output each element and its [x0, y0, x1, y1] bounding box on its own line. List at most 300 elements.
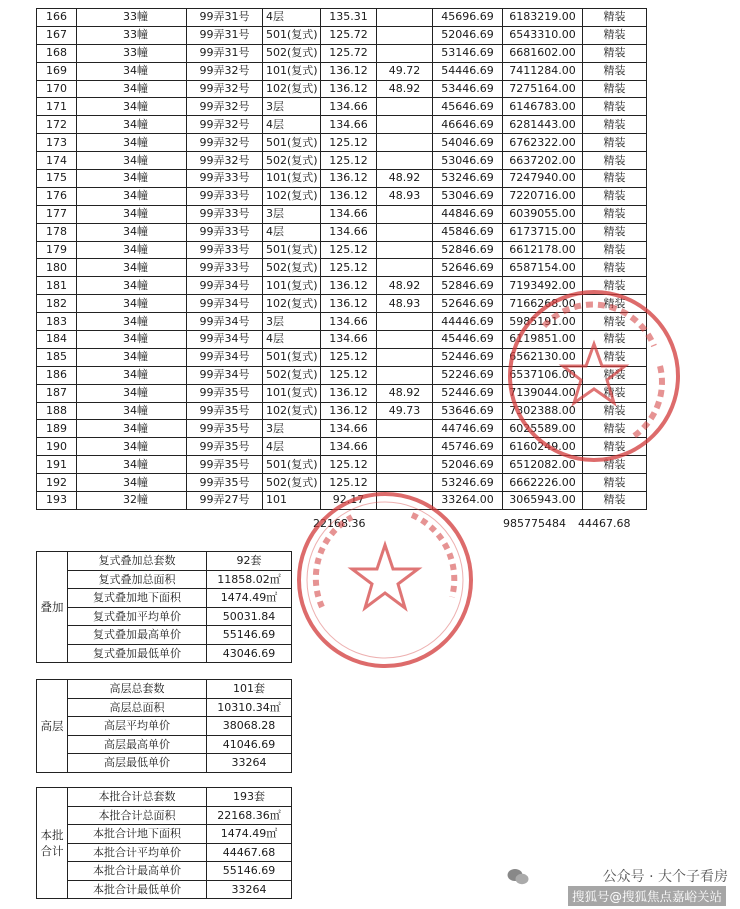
cell-basement-area: [377, 223, 433, 241]
table-row: [37, 62, 647, 80]
cell-row-number: 172: [37, 116, 77, 134]
cell-address: 99弄32号: [187, 98, 263, 116]
summary-row: [37, 862, 292, 881]
cell-unit: 102(复式): [263, 80, 321, 98]
summary-value: 44467.68: [207, 843, 292, 862]
cell-row-number: 185: [37, 348, 77, 366]
cell-unit: 101: [263, 492, 321, 510]
cell-basement-area: [377, 152, 433, 170]
cell-total-price: 6537106.00: [503, 366, 583, 384]
cell-unit-price: 52246.69: [433, 366, 503, 384]
cell-finish: 精装: [583, 313, 647, 331]
cell-finish: 精装: [583, 492, 647, 510]
cell-area: 136.12: [321, 170, 377, 188]
cell-building: 34幢: [77, 259, 187, 277]
summary-block-highrise: [36, 679, 292, 773]
cell-unit-price: 53646.69: [433, 402, 503, 420]
cell-unit: 502(复式): [263, 366, 321, 384]
cell-row-number: 184: [37, 331, 77, 349]
cell-finish: 精装: [583, 80, 647, 98]
cell-basement-area: [377, 44, 433, 62]
summary-row: [37, 843, 292, 862]
cell-unit-price: 53046.69: [433, 152, 503, 170]
total-area: 22168.36: [313, 517, 366, 530]
table-row: [37, 44, 647, 62]
cell-area: 134.66: [321, 331, 377, 349]
cell-unit-price: 45646.69: [433, 98, 503, 116]
cell-address: 99弄35号: [187, 456, 263, 474]
cell-total-price: 6146783.00: [503, 98, 583, 116]
cell-area: 125.72: [321, 44, 377, 62]
summary-label: 本批合计最高单价: [68, 862, 207, 881]
cell-finish: 精装: [583, 384, 647, 402]
cell-address: 99弄34号: [187, 277, 263, 295]
cell-address: 99弄35号: [187, 474, 263, 492]
cell-row-number: 186: [37, 366, 77, 384]
cell-area: 125.12: [321, 456, 377, 474]
cell-unit: 101(复式): [263, 170, 321, 188]
cell-row-number: 166: [37, 9, 77, 27]
cell-unit: 101(复式): [263, 62, 321, 80]
cell-area: 125.12: [321, 241, 377, 259]
cell-total-price: 7275164.00: [503, 80, 583, 98]
cell-basement-area: [377, 9, 433, 27]
summary-block-duplex: [36, 551, 292, 663]
cell-total-price: 7411284.00: [503, 62, 583, 80]
cell-unit: 3层: [263, 205, 321, 223]
summary-value: 1474.49㎡: [207, 825, 292, 844]
summary-row: [37, 880, 292, 899]
summary-label: 高层总面积: [68, 698, 207, 717]
summary-label: 高层最高单价: [68, 735, 207, 754]
table-row: [37, 241, 647, 259]
cell-row-number: 179: [37, 241, 77, 259]
cell-row-number: 169: [37, 62, 77, 80]
summary-value: 1474.49㎡: [207, 589, 292, 608]
cell-address: 99弄27号: [187, 492, 263, 510]
cell-finish: 精装: [583, 456, 647, 474]
wechat-logo-icon: [507, 868, 529, 886]
summary-row: [37, 607, 292, 626]
summary-label: 复式叠加总套数: [68, 552, 207, 571]
cell-finish: 精装: [583, 331, 647, 349]
table-row: [37, 98, 647, 116]
summary-row: [37, 698, 292, 717]
cell-address: 99弄34号: [187, 295, 263, 313]
cell-basement-area: 48.92: [377, 277, 433, 295]
cell-unit: 102(复式): [263, 187, 321, 205]
table-row: [37, 116, 647, 134]
cell-area: 136.12: [321, 295, 377, 313]
cell-finish: 精装: [583, 26, 647, 44]
cell-unit: 501(复式): [263, 348, 321, 366]
cell-total-price: 5985191.00: [503, 313, 583, 331]
cell-total-price: 6039055.00: [503, 205, 583, 223]
cell-unit: 502(复式): [263, 44, 321, 62]
cell-total-price: 6762322.00: [503, 134, 583, 152]
cell-total-price: 3065943.00: [503, 492, 583, 510]
cell-row-number: 167: [37, 26, 77, 44]
cell-building: 34幢: [77, 277, 187, 295]
cell-unit-price: 53146.69: [433, 44, 503, 62]
cell-unit-price: 54446.69: [433, 62, 503, 80]
cell-total-price: 6173715.00: [503, 223, 583, 241]
cell-address: 99弄34号: [187, 348, 263, 366]
cell-total-price: 7220716.00: [503, 187, 583, 205]
summary-value: 50031.84: [207, 607, 292, 626]
summary-value: 10310.34㎡: [207, 698, 292, 717]
cell-unit-price: 44846.69: [433, 205, 503, 223]
cell-finish: 精装: [583, 62, 647, 80]
cell-basement-area: [377, 116, 433, 134]
table-row: [37, 80, 647, 98]
cell-total-price: 6119851.00: [503, 331, 583, 349]
cell-row-number: 171: [37, 98, 77, 116]
summary-label: 本批合计最低单价: [68, 880, 207, 899]
summary-value: 55146.69: [207, 626, 292, 645]
cell-finish: 精装: [583, 205, 647, 223]
cell-row-number: 178: [37, 223, 77, 241]
summary-block-batch-total: [36, 787, 292, 899]
cell-address: 99弄35号: [187, 402, 263, 420]
cell-finish: 精装: [583, 420, 647, 438]
cell-basement-area: [377, 313, 433, 331]
cell-unit: 4层: [263, 331, 321, 349]
cell-building: 34幢: [77, 456, 187, 474]
cell-area: 136.12: [321, 187, 377, 205]
cell-row-number: 176: [37, 187, 77, 205]
cell-basement-area: [377, 26, 433, 44]
summary-row: [37, 626, 292, 645]
summary-value: 92套: [207, 552, 292, 571]
cell-total-price: 6183219.00: [503, 9, 583, 27]
cell-unit: 3层: [263, 420, 321, 438]
cell-area: 134.66: [321, 313, 377, 331]
cell-basement-area: [377, 456, 433, 474]
summary-label: 复式叠加平均单价: [68, 607, 207, 626]
summary-label: 本批合计总套数: [68, 788, 207, 807]
cell-area: 125.12: [321, 152, 377, 170]
summary-value: 22168.36㎡: [207, 806, 292, 825]
cell-row-number: 175: [37, 170, 77, 188]
cell-total-price: 6281443.00: [503, 116, 583, 134]
cell-total-price: 7166268.00: [503, 295, 583, 313]
table-row: [37, 187, 647, 205]
cell-finish: 精装: [583, 187, 647, 205]
watermark-account: 公众号 · 大个子看房: [602, 869, 728, 885]
cell-address: 99弄33号: [187, 241, 263, 259]
cell-row-number: 189: [37, 420, 77, 438]
cell-building: 34幢: [77, 116, 187, 134]
cell-unit-price: 52646.69: [433, 259, 503, 277]
cell-building: 33幢: [77, 44, 187, 62]
cell-finish: 精装: [583, 259, 647, 277]
cell-building: 32幢: [77, 492, 187, 510]
summary-row: [37, 570, 292, 589]
cell-building: 33幢: [77, 26, 187, 44]
table-row: [37, 170, 647, 188]
cell-basement-area: 48.92: [377, 384, 433, 402]
cell-area: 134.66: [321, 116, 377, 134]
cell-building: 34幢: [77, 402, 187, 420]
cell-unit: 502(复式): [263, 152, 321, 170]
cell-area: 125.12: [321, 348, 377, 366]
cell-unit: 3层: [263, 313, 321, 331]
cell-area: 136.12: [321, 62, 377, 80]
cell-unit: 101(复式): [263, 277, 321, 295]
cell-unit-price: 45696.69: [433, 9, 503, 27]
cell-unit: 502(复式): [263, 474, 321, 492]
cell-address: 99弄35号: [187, 384, 263, 402]
cell-unit-price: 45446.69: [433, 331, 503, 349]
cell-basement-area: 48.92: [377, 170, 433, 188]
cell-basement-area: [377, 438, 433, 456]
cell-building: 34幢: [77, 241, 187, 259]
summary-value: 11858.02㎡: [207, 570, 292, 589]
cell-area: 125.12: [321, 259, 377, 277]
cell-unit: 3层: [263, 98, 321, 116]
summary-row: [37, 717, 292, 736]
cell-basement-area: [377, 205, 433, 223]
cell-row-number: 188: [37, 402, 77, 420]
cell-building: 34幢: [77, 80, 187, 98]
cell-basement-area: [377, 98, 433, 116]
cell-building: 34幢: [77, 438, 187, 456]
cell-row-number: 173: [37, 134, 77, 152]
cell-basement-area: [377, 134, 433, 152]
cell-unit: 501(复式): [263, 241, 321, 259]
cell-area: 136.12: [321, 384, 377, 402]
cell-area: 125.72: [321, 26, 377, 44]
cell-building: 33幢: [77, 9, 187, 27]
cell-finish: 精装: [583, 348, 647, 366]
cell-finish: 精装: [583, 116, 647, 134]
summary-label: 高层最低单价: [68, 754, 207, 773]
cell-building: 34幢: [77, 152, 187, 170]
cell-building: 34幢: [77, 62, 187, 80]
cell-unit-price: 53446.69: [433, 80, 503, 98]
cell-address: 99弄33号: [187, 170, 263, 188]
summary-value: 41046.69: [207, 735, 292, 754]
cell-unit-price: 52046.69: [433, 456, 503, 474]
summary-label: 复式叠加地下面积: [68, 589, 207, 608]
cell-area: 134.66: [321, 98, 377, 116]
cell-unit: 502(复式): [263, 259, 321, 277]
cell-unit: 501(复式): [263, 456, 321, 474]
cell-finish: 精装: [583, 223, 647, 241]
table-row: [37, 9, 647, 27]
cell-area: 136.12: [321, 277, 377, 295]
cell-unit-price: 52846.69: [433, 241, 503, 259]
summary-row: [37, 788, 292, 807]
cell-building: 34幢: [77, 474, 187, 492]
cell-unit-price: 52446.69: [433, 348, 503, 366]
summary-label: 本批合计总面积: [68, 806, 207, 825]
cell-basement-area: [377, 366, 433, 384]
cell-area: 125.12: [321, 134, 377, 152]
cell-unit-price: 53046.69: [433, 187, 503, 205]
cell-finish: 精装: [583, 277, 647, 295]
cell-unit: 102(复式): [263, 295, 321, 313]
cell-unit: 4层: [263, 116, 321, 134]
cell-area: 136.12: [321, 402, 377, 420]
cell-row-number: 182: [37, 295, 77, 313]
cell-total-price: 6160249.00: [503, 438, 583, 456]
cell-unit: 501(复式): [263, 26, 321, 44]
cell-building: 34幢: [77, 420, 187, 438]
cell-building: 34幢: [77, 205, 187, 223]
cell-row-number: 190: [37, 438, 77, 456]
summary-value: 55146.69: [207, 862, 292, 881]
cell-address: 99弄31号: [187, 26, 263, 44]
cell-finish: 精装: [583, 134, 647, 152]
cell-total-price: 6587154.00: [503, 259, 583, 277]
cell-finish: 精装: [583, 438, 647, 456]
cell-unit: 4层: [263, 438, 321, 456]
table-row: [37, 205, 647, 223]
cell-row-number: 193: [37, 492, 77, 510]
summary-group-label: 本批合计: [37, 788, 68, 899]
cell-total-price: 6662226.00: [503, 474, 583, 492]
cell-total-price: 6612178.00: [503, 241, 583, 259]
summary-value: 101套: [207, 680, 292, 699]
cell-address: 99弄32号: [187, 116, 263, 134]
summary-value: 38068.28: [207, 717, 292, 736]
cell-finish: 精装: [583, 9, 647, 27]
cell-building: 34幢: [77, 98, 187, 116]
cell-total-price: 7139044.00: [503, 384, 583, 402]
cell-address: 99弄34号: [187, 313, 263, 331]
cell-finish: 精装: [583, 366, 647, 384]
cell-unit-price: 33264.00: [433, 492, 503, 510]
cell-total-price: 7247940.00: [503, 170, 583, 188]
cell-unit-price: 52846.69: [433, 277, 503, 295]
cell-address: 99弄35号: [187, 420, 263, 438]
summary-label: 复式叠加最低单价: [68, 644, 207, 663]
cell-address: 99弄34号: [187, 366, 263, 384]
cell-unit: 102(复式): [263, 402, 321, 420]
summary-value: 43046.69: [207, 644, 292, 663]
cell-address: 99弄33号: [187, 223, 263, 241]
cell-address: 99弄31号: [187, 9, 263, 27]
cell-basement-area: 48.93: [377, 187, 433, 205]
cell-row-number: 191: [37, 456, 77, 474]
summary-row: [37, 680, 292, 699]
cell-unit-price: 45746.69: [433, 438, 503, 456]
cell-unit: 4层: [263, 9, 321, 27]
cell-address: 99弄34号: [187, 331, 263, 349]
cell-basement-area: [377, 420, 433, 438]
cell-building: 34幢: [77, 348, 187, 366]
cell-basement-area: [377, 348, 433, 366]
cell-finish: 精装: [583, 402, 647, 420]
summary-row: [37, 735, 292, 754]
cell-address: 99弄35号: [187, 438, 263, 456]
cell-finish: 精装: [583, 170, 647, 188]
summary-label: 本批合计地下面积: [68, 825, 207, 844]
cell-building: 34幢: [77, 187, 187, 205]
cell-building: 34幢: [77, 170, 187, 188]
cell-area: 134.66: [321, 438, 377, 456]
cell-unit-price: 46646.69: [433, 116, 503, 134]
cell-area: 135.31: [321, 9, 377, 27]
cell-building: 34幢: [77, 366, 187, 384]
cell-building: 34幢: [77, 331, 187, 349]
summary-label: 复式叠加最高单价: [68, 626, 207, 645]
summary-value: 33264: [207, 754, 292, 773]
cell-unit-price: 45846.69: [433, 223, 503, 241]
summary-value: 33264: [207, 880, 292, 899]
watermark-source: 搜狐号@搜狐焦点嘉峪关站: [568, 886, 726, 906]
red-seal-stamp-left: [292, 487, 478, 673]
cell-unit-price: 52046.69: [433, 26, 503, 44]
cell-basement-area: 49.72: [377, 62, 433, 80]
cell-basement-area: [377, 241, 433, 259]
table-row: [37, 259, 647, 277]
cell-area: 134.66: [321, 205, 377, 223]
cell-row-number: 183: [37, 313, 77, 331]
cell-unit: 501(复式): [263, 134, 321, 152]
cell-address: 99弄31号: [187, 44, 263, 62]
summary-row: [37, 589, 292, 608]
cell-unit-price: 44746.69: [433, 420, 503, 438]
table-row: [37, 26, 647, 44]
cell-row-number: 170: [37, 80, 77, 98]
cell-finish: 精装: [583, 98, 647, 116]
cell-building: 34幢: [77, 313, 187, 331]
cell-finish: 精装: [583, 474, 647, 492]
cell-total-price: 6637202.00: [503, 152, 583, 170]
cell-basement-area: 48.92: [377, 80, 433, 98]
cell-total-price: 6562130.00: [503, 348, 583, 366]
summary-label: 本批合计平均单价: [68, 843, 207, 862]
cell-row-number: 177: [37, 205, 77, 223]
cell-total-price: 6681602.00: [503, 44, 583, 62]
cell-row-number: 181: [37, 277, 77, 295]
summary-row: [37, 754, 292, 773]
cell-total-price: 7302388.00: [503, 402, 583, 420]
cell-basement-area: [377, 259, 433, 277]
cell-row-number: 192: [37, 474, 77, 492]
cell-address: 99弄33号: [187, 259, 263, 277]
cell-area: 92.17: [321, 492, 377, 510]
cell-unit: 101(复式): [263, 384, 321, 402]
cell-finish: 精装: [583, 241, 647, 259]
cell-area: 125.12: [321, 366, 377, 384]
summary-row: [37, 552, 292, 571]
table-row: [37, 152, 647, 170]
cell-address: 99弄32号: [187, 62, 263, 80]
summary-label: 高层总套数: [68, 680, 207, 699]
cell-basement-area: 49.73: [377, 402, 433, 420]
cell-building: 34幢: [77, 223, 187, 241]
cell-basement-area: 48.93: [377, 295, 433, 313]
summary-label: 复式叠加总面积: [68, 570, 207, 589]
cell-unit: 4层: [263, 223, 321, 241]
cell-building: 34幢: [77, 295, 187, 313]
cell-finish: 精装: [583, 152, 647, 170]
cell-total-price: 7193492.00: [503, 277, 583, 295]
cell-row-number: 187: [37, 384, 77, 402]
cell-address: 99弄32号: [187, 80, 263, 98]
cell-unit-price: 53246.69: [433, 474, 503, 492]
cell-basement-area: [377, 331, 433, 349]
cell-finish: 精装: [583, 295, 647, 313]
cell-address: 99弄32号: [187, 134, 263, 152]
cell-finish: 精装: [583, 44, 647, 62]
table-row: [37, 134, 647, 152]
cell-total-price: 6025589.00: [503, 420, 583, 438]
